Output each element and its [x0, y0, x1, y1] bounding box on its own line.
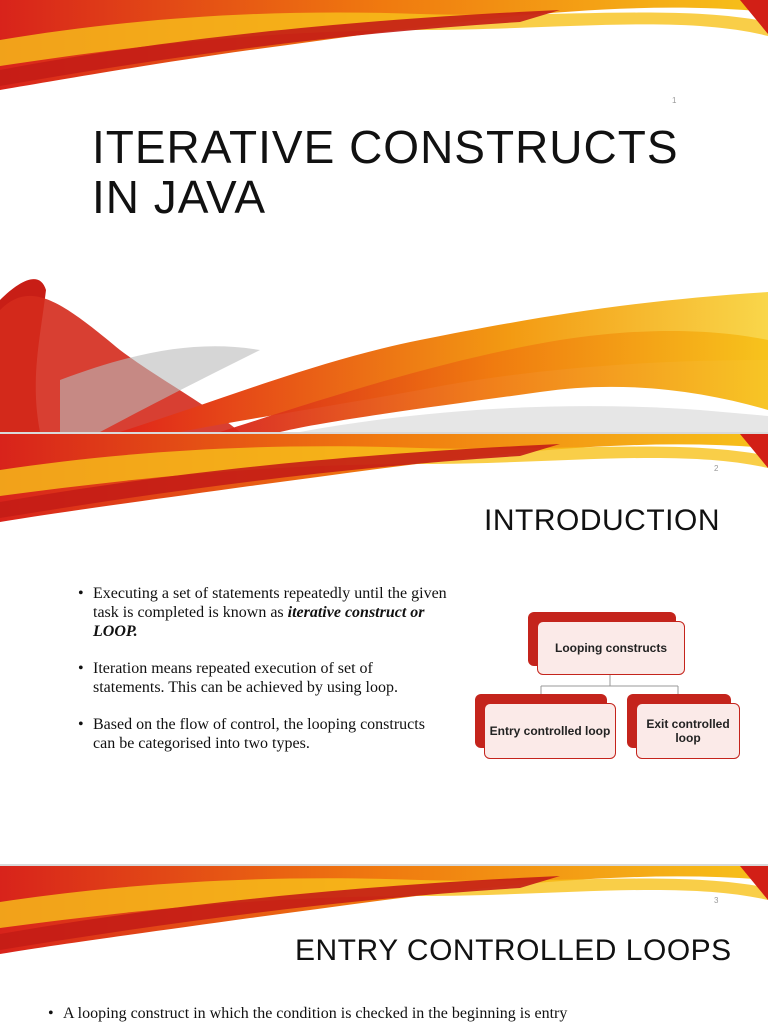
slide-number: 1	[672, 96, 677, 105]
slide-2	[0, 434, 768, 864]
slide-title: ENTRY CONTROLLED LOOPS	[295, 934, 732, 967]
title-line-1: ITERATIVE CONSTRUCTS	[92, 121, 679, 173]
slide-1	[0, 0, 768, 432]
slide-number: 3	[714, 896, 719, 905]
title-line-2: IN JAVA	[92, 171, 266, 223]
bullet-list	[48, 1004, 768, 1023]
bullet-item: • Iteration means repeated execution of set of statements. This can be achieved by using loop.	[78, 659, 448, 697]
bullet-item: • Based on the flow of control, the looping constructs can be categorised into two types.	[78, 715, 448, 753]
slide-number: 2	[714, 464, 719, 473]
left-node-label: Entry controlled loop	[484, 703, 616, 759]
slide-title: INTRODUCTION	[484, 504, 720, 537]
bullet-emphasis: iterative construct or LOOP.	[93, 604, 425, 640]
bullet-text: Executing a set of statements repeatedly until the given task is completed is known as	[93, 585, 447, 621]
bullet-item: • A looping construct in which the condition is checked in the beginning is entry	[48, 1004, 768, 1023]
root-node-label: Looping constructs	[537, 621, 685, 675]
slide-3	[0, 866, 768, 1024]
slide-title	[92, 122, 679, 222]
right-node-label: Exit controlled loop	[636, 703, 740, 759]
